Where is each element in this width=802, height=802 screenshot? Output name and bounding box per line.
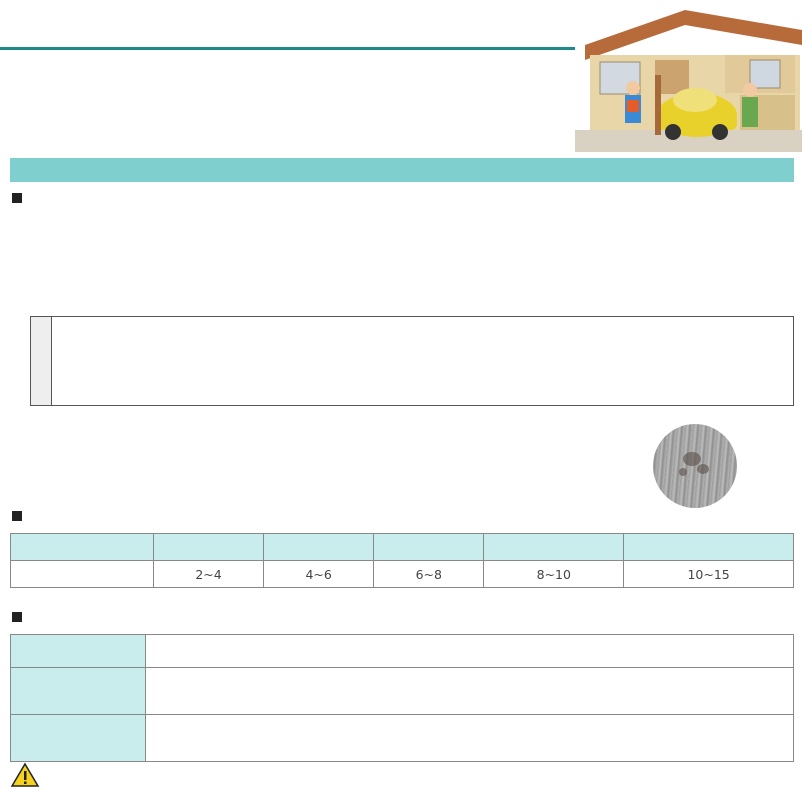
care-text bbox=[146, 715, 794, 762]
table-row bbox=[11, 534, 794, 561]
care-table bbox=[10, 634, 794, 762]
care-label bbox=[11, 668, 146, 715]
table-cell: 6~8 bbox=[374, 561, 484, 588]
person-right bbox=[743, 83, 757, 97]
table-cell: 2~4 bbox=[154, 561, 264, 588]
table-cell bbox=[11, 561, 154, 588]
care-text bbox=[146, 668, 794, 715]
table-row bbox=[11, 635, 794, 668]
table-cell: 10~15 bbox=[624, 561, 794, 588]
gate-post bbox=[655, 75, 661, 135]
table-cell bbox=[11, 534, 154, 561]
care-label bbox=[11, 715, 146, 762]
rust-sample-photo bbox=[653, 424, 737, 508]
care-label bbox=[11, 635, 146, 668]
table-row bbox=[11, 668, 794, 715]
table-row bbox=[11, 715, 794, 762]
section-header bbox=[10, 158, 794, 182]
table-cell bbox=[374, 534, 484, 561]
table-row bbox=[11, 561, 794, 588]
frequency-table bbox=[10, 533, 794, 588]
house-car-illustration bbox=[575, 0, 802, 152]
care-text bbox=[146, 635, 794, 668]
rust-causes-box bbox=[30, 316, 794, 406]
frequency-heading bbox=[12, 510, 26, 525]
table-cell bbox=[264, 534, 374, 561]
warning-icon bbox=[10, 762, 40, 800]
table-cell: 4~6 bbox=[264, 561, 374, 588]
stainless-heading bbox=[12, 192, 26, 207]
care-heading bbox=[12, 611, 26, 626]
table-cell bbox=[484, 534, 624, 561]
cause-label bbox=[31, 317, 52, 405]
table-cell: 8~10 bbox=[484, 561, 624, 588]
table-cell bbox=[154, 534, 264, 561]
person-left bbox=[626, 81, 640, 95]
table-cell bbox=[624, 534, 794, 561]
